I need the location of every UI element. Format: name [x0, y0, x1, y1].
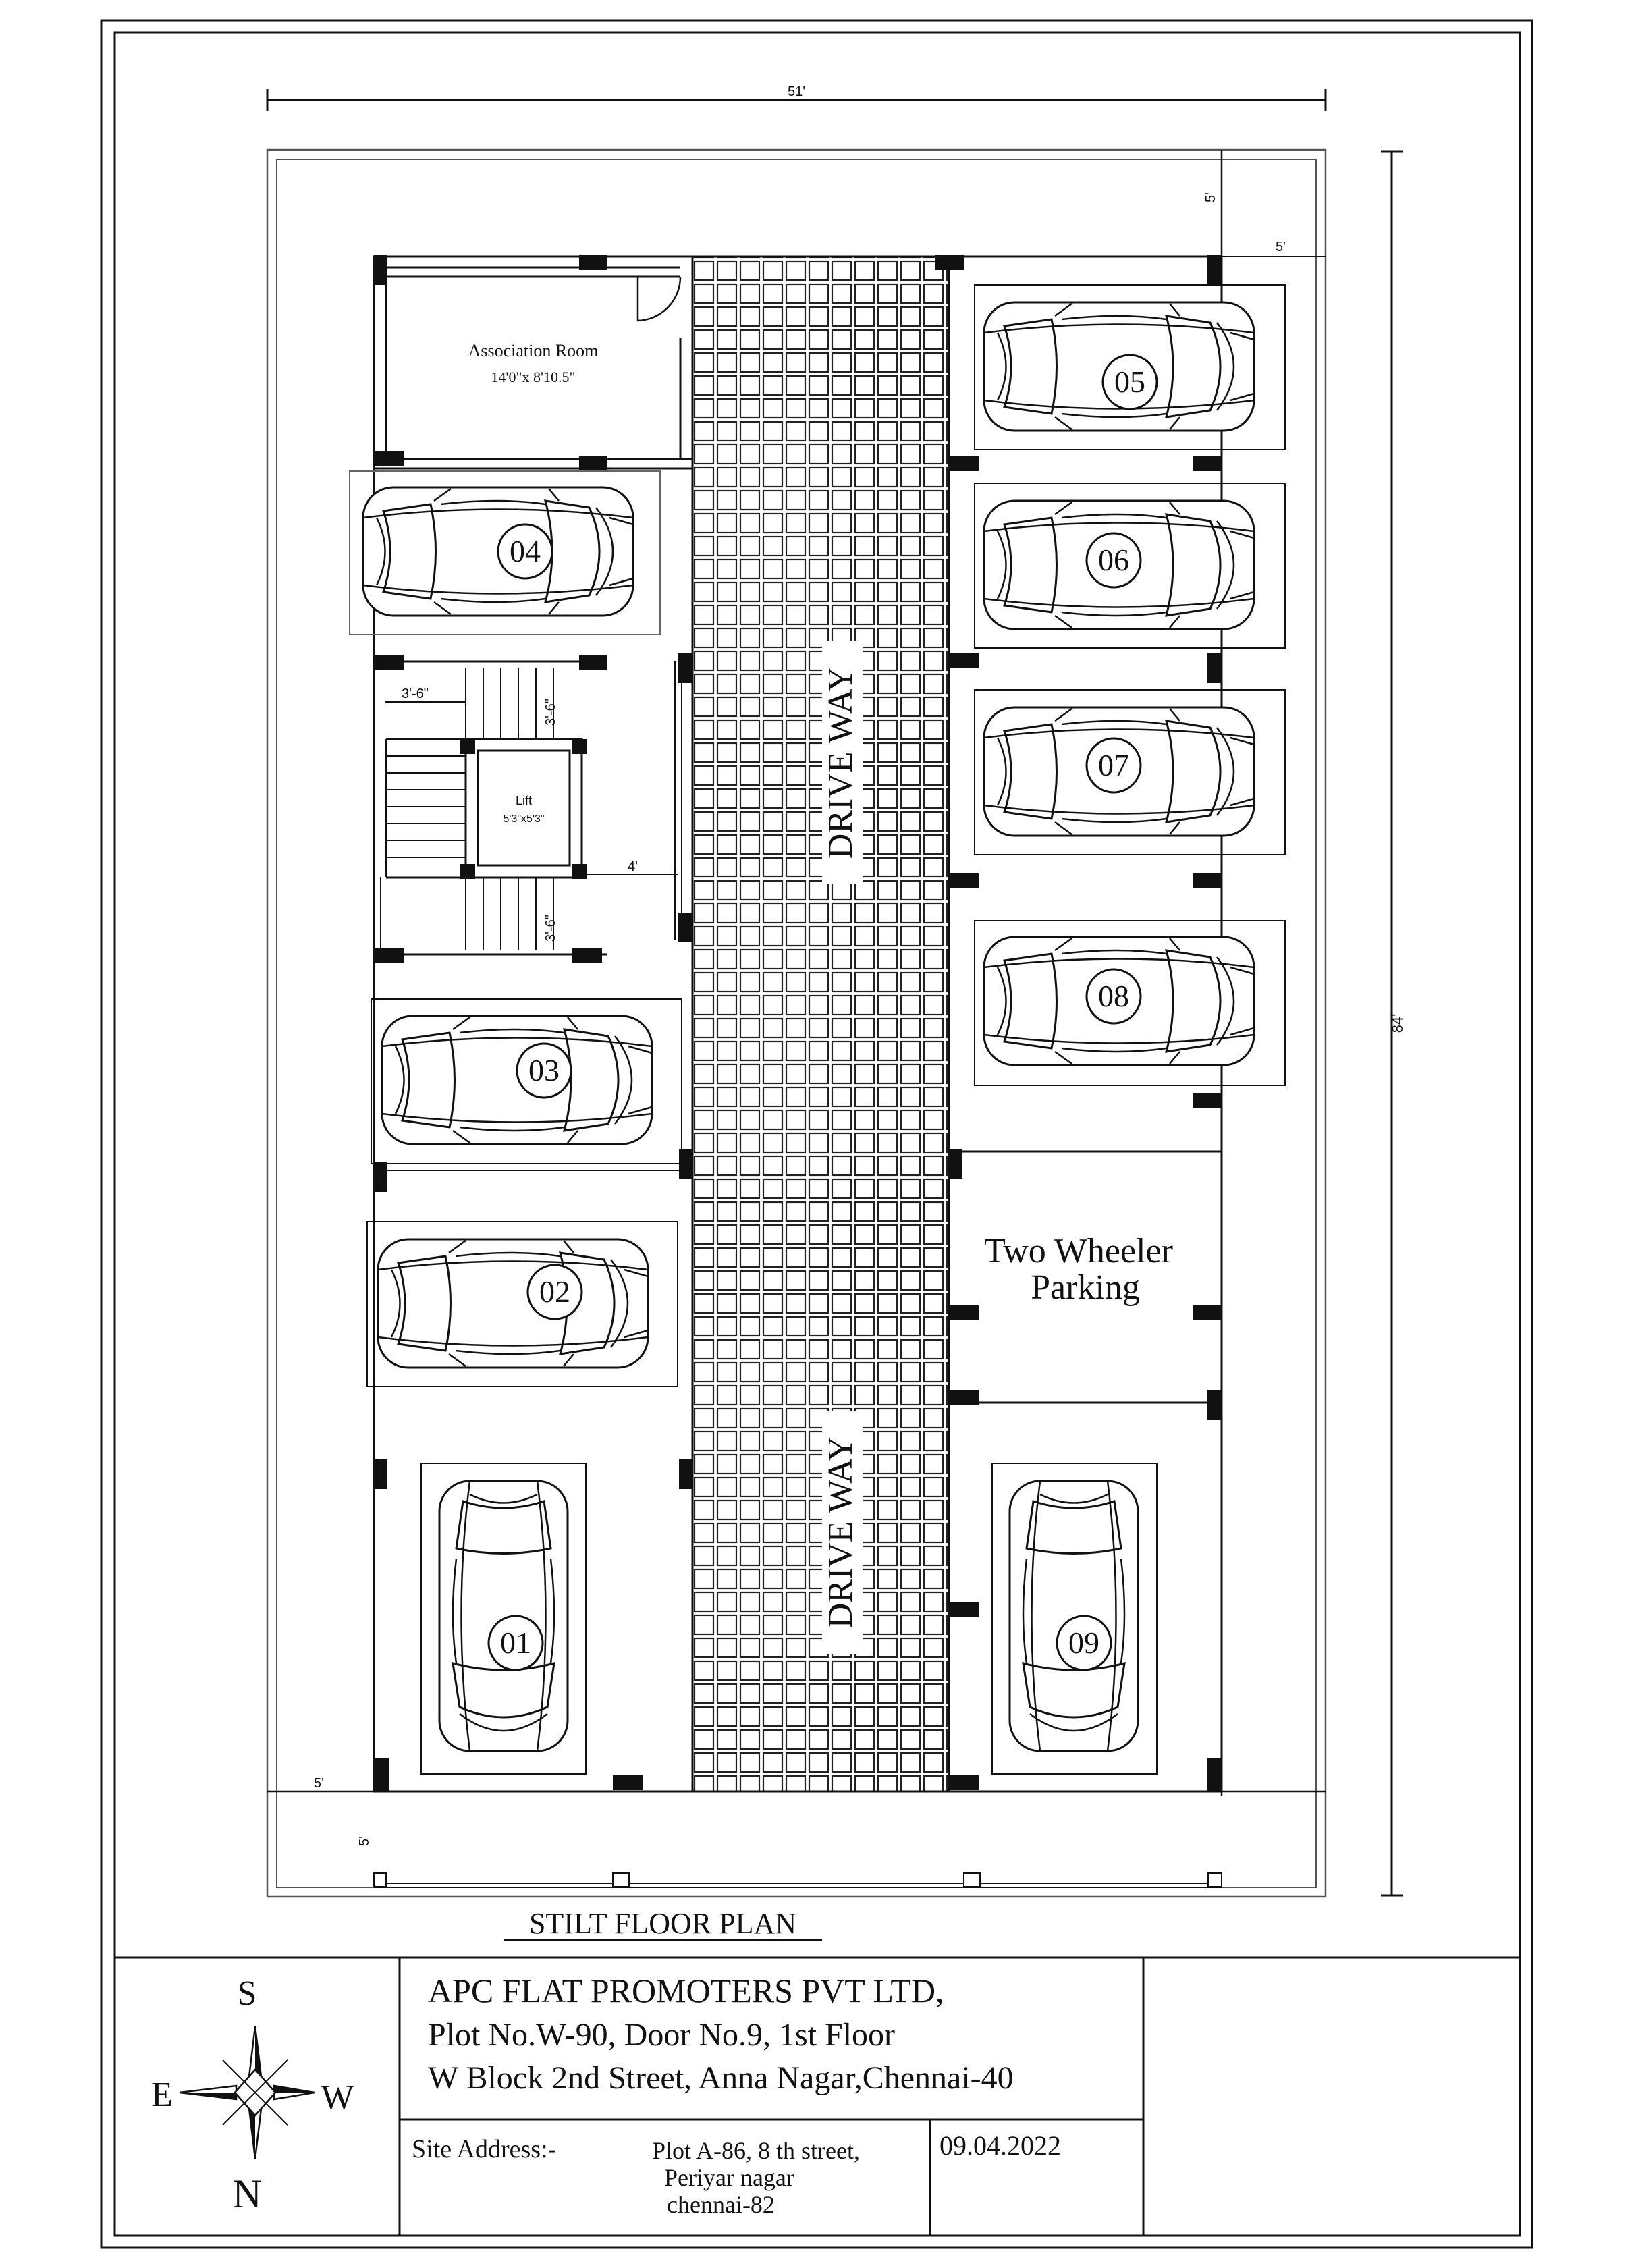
association-room-name: Association Room — [468, 341, 599, 360]
stair-dim-1: 3'-6" — [402, 686, 429, 701]
driveway-label-bottom: DRIVE WAY — [821, 1436, 860, 1629]
door-swing — [638, 277, 680, 321]
parking-slot-05 — [975, 285, 1285, 450]
two-wheeler-parking — [949, 1152, 1222, 1403]
stair-dim-4: 4' — [628, 859, 638, 874]
parking-slot-06 — [975, 483, 1285, 648]
compound-gate — [374, 1873, 1222, 1887]
parking-slot-01 — [421, 1463, 586, 1774]
car-number-02: 02 — [539, 1274, 570, 1309]
car-number-04: 04 — [510, 534, 541, 568]
dimension-height — [1381, 151, 1406, 1895]
parking-slot-04 — [350, 471, 660, 634]
lift-car — [478, 751, 570, 865]
plan-title: STILT FLOOR PLAN — [528, 1907, 797, 1940]
lift-size: 5'3"x5'3" — [503, 813, 545, 825]
association-room-size: 14'0"x 8'10.5" — [491, 369, 576, 385]
dimension-width — [267, 84, 1326, 111]
parking-slot-08 — [975, 921, 1285, 1085]
car-number-07: 07 — [1098, 748, 1129, 782]
car-number-05: 05 — [1114, 364, 1145, 399]
setback-south-label: 5' — [357, 1836, 372, 1846]
driveway — [692, 256, 949, 1791]
car-number-03: 03 — [528, 1053, 560, 1087]
setback-east-label: 5' — [1276, 240, 1286, 254]
company-name: APC FLAT PROMOTERS PVT LTD, — [428, 1972, 944, 2009]
car-number-08: 08 — [1098, 979, 1129, 1013]
parking-slot-09 — [992, 1463, 1157, 1774]
parking-slot-07 — [975, 690, 1285, 855]
site-address-line-3: chennai-82 — [667, 2191, 775, 2218]
setback-north-label: 5' — [1203, 192, 1218, 202]
staircase-core — [374, 662, 682, 954]
compass-south-label: S — [237, 1974, 257, 2013]
car-number-09: 09 — [1068, 1625, 1099, 1660]
two-wheeler-label-1: Two Wheeler — [984, 1232, 1173, 1270]
compass-north-label: N — [232, 2171, 262, 2216]
car-number-06: 06 — [1098, 543, 1129, 577]
parking-slot-03 — [371, 999, 682, 1164]
parking-slot-02 — [367, 1222, 678, 1386]
car-number-01: 01 — [500, 1625, 531, 1660]
office-address-2: W Block 2nd Street, Anna Nagar,Chennai-40 — [428, 2060, 1014, 2096]
stair-dim-3: 3'-6" — [543, 915, 558, 942]
drawing-date: 09.04.2022 — [940, 2130, 1061, 2161]
compass-west-label: W — [321, 2078, 354, 2117]
two-wheeler-label-2: Parking — [1031, 1268, 1140, 1307]
driveway-label-top: DRIVE WAY — [821, 666, 860, 859]
dimension-height-label: 84' — [1389, 1013, 1406, 1033]
office-address-1: Plot No.W-90, Door No.9, 1st Floor — [428, 2017, 896, 2053]
site-address-label: Site Address:- — [412, 2135, 557, 2163]
compass-east-label: E — [151, 2076, 173, 2114]
site-address-line-1: Plot A-86, 8 th street, — [652, 2137, 860, 2164]
lift-shaft — [466, 739, 582, 878]
stair-dim-2: 3'-6" — [543, 699, 558, 726]
lift-name: Lift — [515, 794, 533, 807]
dimension-width-label: 51' — [787, 84, 806, 99]
setback-west-label: 5' — [314, 1776, 324, 1791]
site-address-line-2: Periyar nagar — [664, 2164, 794, 2191]
association-room — [374, 267, 692, 468]
compass-icon — [180, 2026, 315, 2159]
